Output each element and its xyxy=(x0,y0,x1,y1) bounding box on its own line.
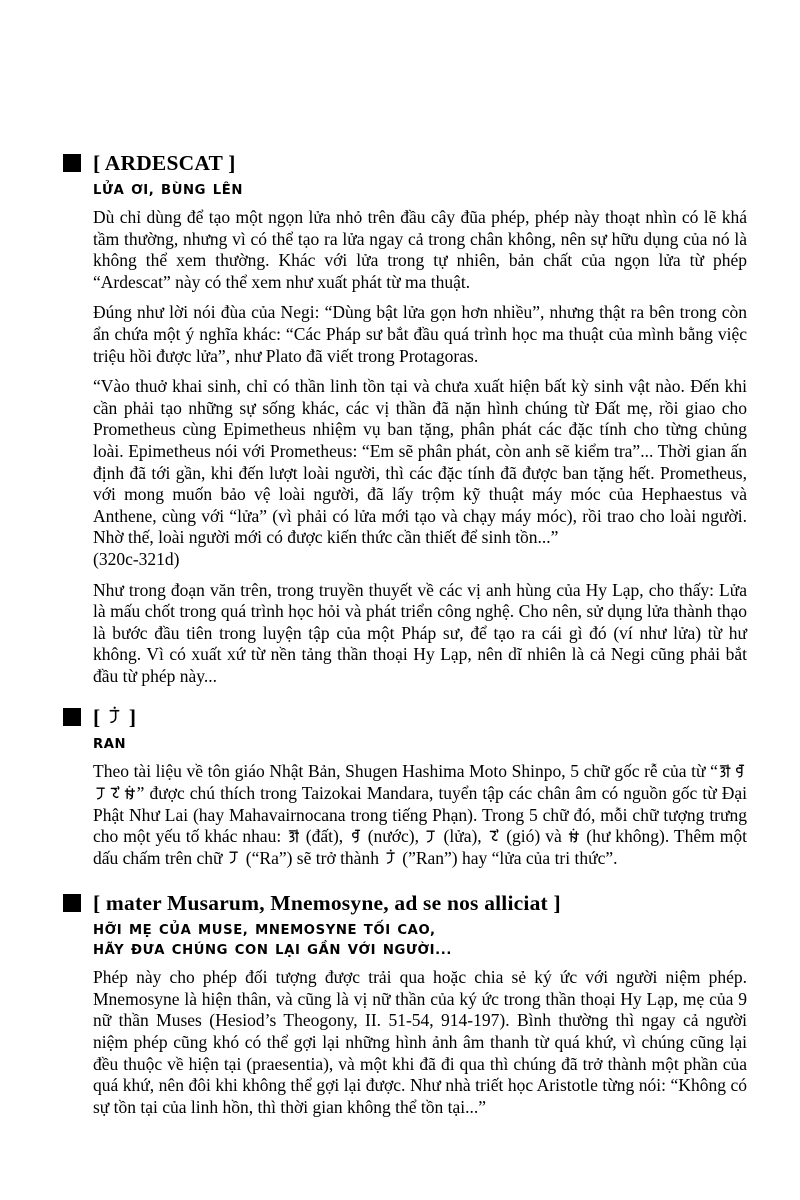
paragraph: Dù chỉ dùng để tạo một ngọn lửa nhỏ trên đầu cây đũa phép, phép này thoạt nhìn có lẽ khá tầm thường, nhưng vì có thể tạo ra lửa ngay cả trong chân không, nên sự hữu dụng của nó là không thể xem thường. Khác với lửa trong tự nhiên, bản chất của ngọn lửa từ phép “Ardescat” này có thể xem như xuất phát từ ma thuật. xyxy=(93,207,747,292)
siddham-kha-icon xyxy=(124,784,136,802)
subtitle-line: HỠI MẸ CỦA MUSE, MNEMOSYNE TỐI CAO, xyxy=(93,923,436,939)
siddham-va-icon xyxy=(734,762,746,780)
siddham-a-icon xyxy=(288,827,300,845)
section-body xyxy=(93,181,747,687)
siddham-a-icon xyxy=(719,762,731,780)
siddham-kha-icon xyxy=(568,827,580,845)
section-header xyxy=(63,890,745,916)
siddham-ran-icon xyxy=(385,848,397,866)
siddham-ha-icon xyxy=(488,827,500,845)
paragraph: “Vào thuở khai sinh, chỉ có thần linh tồn tại và chưa xuất hiện bất kỳ sinh vật nào. Đến khi cần phải tạo những sự sống khác, các vị thần đã nặn hình chúng từ Đất mẹ, rồi giao cho Prometheus cùng Epimetheus nhiệm vụ ban tặng, phân phát các đặc tính cho từng chủng loài. Epimetheus nói với Prometheus: “Em sẽ phân phát, còn anh sẽ kiểm tra”... Thời gian ấn định đã tới gần, khi đến lượt loài người, thì các đặc tính đã được ban tặng hết. Prometheus, với mong muốn bảo vệ loài người, đã lấy trộm kỹ thuật máy móc của Hephaestus và Anthene, cùng với “lửa” (vì phải có lửa mới tạo và chạy máy móc), rồi trao cho loài người. Nhờ thế, loài người mới có được kiến thức cần thiết để sinh tồn...” xyxy=(93,376,747,548)
section-subtitle xyxy=(93,181,747,201)
section-title: [ ] xyxy=(93,705,137,730)
section-body xyxy=(93,921,747,1118)
subtitle-line: RAN xyxy=(93,737,127,753)
section-title: [ mater Musarum, Mnemosyne, ad se nos alliciat ] xyxy=(93,891,561,916)
section-marker-icon xyxy=(63,708,81,726)
section-ran xyxy=(63,703,745,869)
subtitle-line: HÃY ĐƯA CHÚNG CON LẠI GẦN VỚI NGƯỜI... xyxy=(93,943,453,959)
section-header xyxy=(63,703,745,730)
siddham-ra-icon xyxy=(95,784,107,802)
paragraph: Phép này cho phép đối tượng được trải qua hoặc chia sẻ ký ức với người niệm phép. Mnemosyne là hiện thân, và cũng là vị nữ thần của ký ức trong thần thoại Hy Lạp, mẹ của 9 nữ thần Muses (Hesiod’s Theogony, II. 51-54, 914-197). Bình thường thì ngay cả người niệm phép cũng khó có thể gợi lại những hình ảnh âm thanh từ quá khứ, vì chúng cũng lại đều thuộc về hiện tại (praesentia), và một khi đã đi qua thì chúng đã trở thành một phần của quá khứ, nên đôi khi không thể gợi lại được. Như nhà triết học Aristotle từng nói: “Không có sự tồn tại của linh hồn, thì thời gian không thể tồn tại...” xyxy=(93,967,747,1117)
siddham-ra-icon xyxy=(228,848,240,866)
section-marker-icon xyxy=(63,894,81,912)
subtitle-line: LỬA ƠI, BÙNG LÊN xyxy=(93,183,244,198)
section-marker-icon xyxy=(63,154,81,172)
section-mnemosyne xyxy=(63,890,745,1118)
siddham-ran-icon xyxy=(108,703,121,728)
paragraph: Như trong đoạn văn trên, trong truyền thuyết về các vị anh hùng của Hy Lạp, cho thấy: Lửa là mấu chốt trong quá trình học hỏi và phát triển công nghệ. Cho nên, sử dụng lửa thành thạo là bước đầu tiên trong luyện tập của một Pháp sư, để tạo ra cái gì đó (ví như lửa) từ hư không. Vì có xuất xứ từ nền tảng thần thoại Hy Lạp, nên dĩ nhiên là cả Negi cũng phải bắt đầu từ phép này... xyxy=(93,579,747,686)
section-body xyxy=(93,735,747,869)
siddham-va-icon xyxy=(350,827,362,845)
citation-line: (320c-321d) xyxy=(93,548,180,569)
siddham-ha-icon xyxy=(109,784,121,802)
section-subtitle xyxy=(93,921,747,961)
section-ardescat xyxy=(63,150,745,687)
section-subtitle xyxy=(93,735,747,755)
section-header xyxy=(63,150,745,176)
paragraph: Theo tài liệu về tôn giáo Nhật Bản, Shugen Hashima Moto Shinpo, 5 chữ gốc rễ của từ “” được chú thích trong Taizokai Mandara, tuyển tập các chân âm có nguồn gốc từ Đại Phật Như Lai (hay Mahavairnocana trong tiếng Phạn). Trong 5 chữ đó, mỗi chữ tượng trưng cho một yếu tố khác nhau: (đất), (nước), (lửa), (gió) và (hư không). Thêm một dấu chấm trên chữ (“Ra”) sẽ trở thành (”Ran”) hay “lửa của tri thức”. xyxy=(93,761,747,868)
siddham-ra-icon xyxy=(425,827,437,845)
section-title: [ ARDESCAT ] xyxy=(93,151,236,175)
paragraph: Đúng như lời nói đùa của Negi: “Dùng bật lửa gọn hơn nhiều”, nhưng thật ra bên trong còn ẩn chứa một ý nghĩa khác: “Các Pháp sư bắt đầu quá trình học ma thuật của mình bằng việc triệu hồi được lửa”, như Plato đã viết trong Protagoras. xyxy=(93,302,747,366)
